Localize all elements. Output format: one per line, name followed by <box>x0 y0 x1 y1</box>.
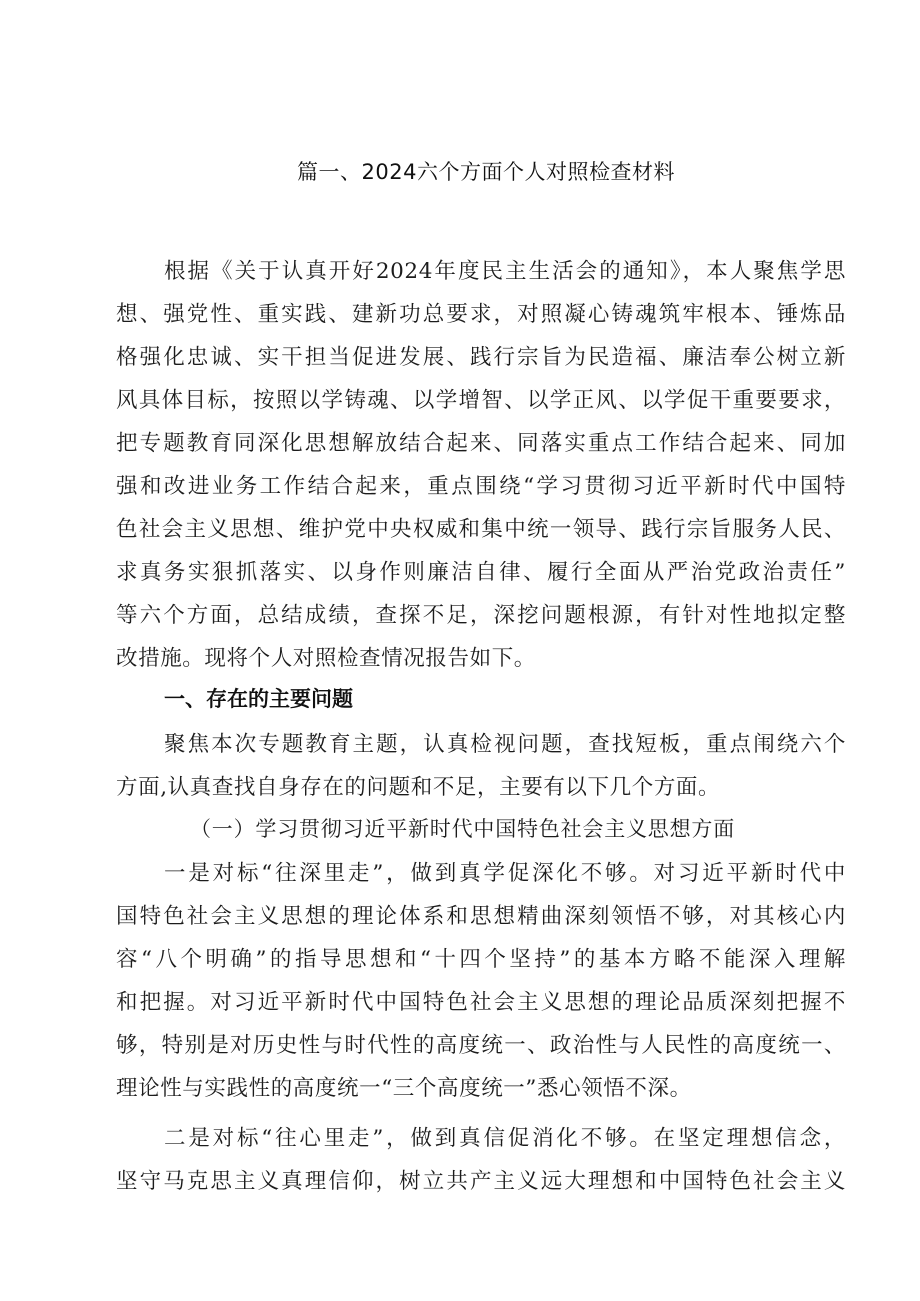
intro-line: 风具体目标，按照以学铸魂、以学增智、以学正风、以学促干重要要求， <box>116 388 846 413</box>
paragraph-line: 坚守马克思主义真理信仰，树立共产主义远大理想和中国特色社会主义 <box>116 1169 846 1194</box>
paragraph-line: 一是对标“往深里走”，做到真学促深化不够。对习近平新时代中 <box>164 861 846 886</box>
intro-line: 强和改进业务工作结合起来，重点围绕“学习贯彻习近平新时代中国特 <box>116 474 846 499</box>
paragraph-line: 二是对标“往心里走”，做到真信促消化不够。在坚定理想信念， <box>164 1126 846 1151</box>
intro-line: 求真务实狠抓落实、以身作则廉洁自律、履行全面从严治党政治责任” <box>116 560 846 585</box>
intro-line: 把专题教育同深化思想解放结合起来、同落实重点工作结合起来、同加 <box>116 431 846 456</box>
paragraph-line: 容“八个明确”的指导思想和“十四个坚持”的基本方略不能深入理解 <box>116 947 846 972</box>
section-line: 方面,认真查找自身存在的问题和不足，主要有以下几个方面。 <box>116 775 721 800</box>
intro-line: 根据《关于认真开好2024年度民主生活会的通知》，本人聚焦学思 <box>164 259 846 284</box>
subsection-heading: （一）学习贯彻习近平新时代中国特色社会主义思想方面 <box>190 817 735 841</box>
intro-line: 想、强党性、重实践、建新功总要求，对照凝心铸魂筑牢根本、锤炼品 <box>116 302 846 327</box>
section-line: 聚焦本次专题教育主题，认真检视问题，查找短板，重点闱绕六个 <box>164 732 846 757</box>
intro-line: 等六个方面，总结成绩，查探不足，深挖问题根源，有针对性地拟定整 <box>116 603 846 628</box>
document-title: 篇一、2024六个方面个人对照检查材料 <box>297 160 675 184</box>
section-heading: 一、存在的主要问题 <box>164 687 353 711</box>
intro-line: 格强化忠诚、实干担当促进发展、践行宗旨为民造福、廉洁奉公树立新 <box>116 345 846 370</box>
paragraph-line: 国特色社会主义思想的理论体系和思想精曲深刻领悟不够，对其核心内 <box>116 904 846 929</box>
intro-line: 改措施。现将个人对照检查情况报告如下。 <box>116 646 536 671</box>
paragraph-line: 够，特别是对历史性与时代性的高度统一、政治性与人民性的高度统一、 <box>116 1033 846 1058</box>
paragraph-line: 理论性与实践性的高度统一“三个高度统一”悉心领悟不深。 <box>116 1076 692 1101</box>
paragraph-line: 和把握。对习近平新时代中国特色社会主义思想的理论品质深刻把握不 <box>116 990 846 1015</box>
intro-line: 色社会主义思想、维护党中央权威和集中统一领导、践行宗旨服务人民、 <box>116 517 846 542</box>
